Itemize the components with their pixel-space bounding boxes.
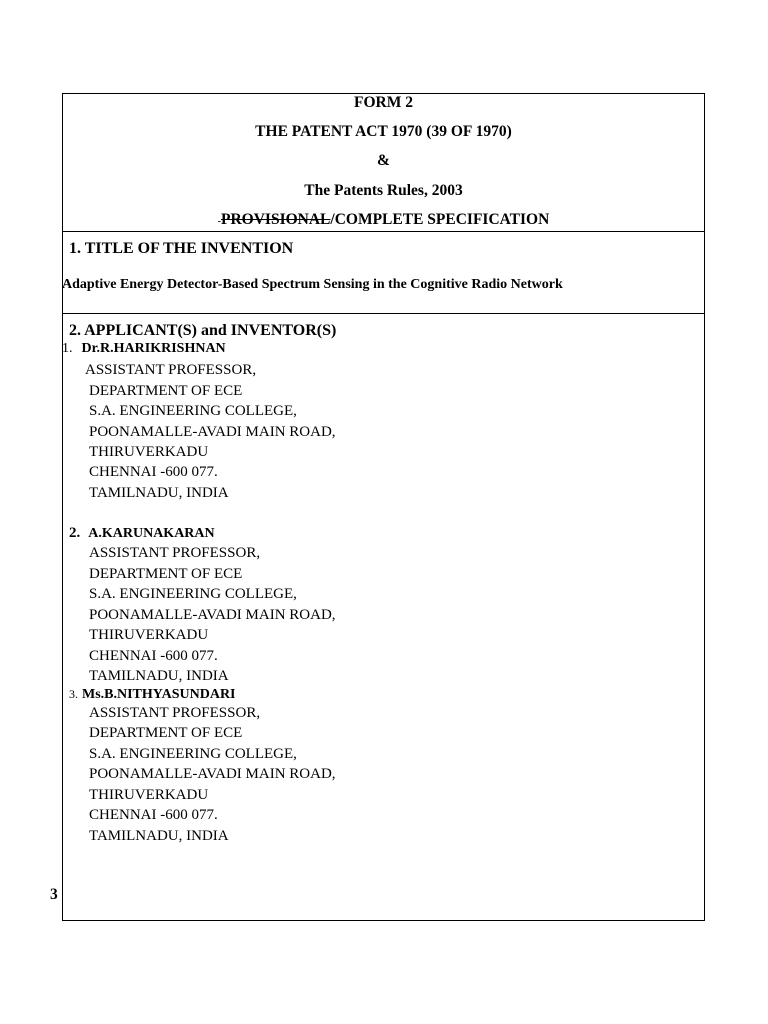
act-title: THE PATENT ACT 1970 (39 OF 1970) <box>255 123 512 140</box>
applicant-2-address-line: TAMILNADU, INDIA <box>89 668 229 684</box>
applicant-3-address-line: ASSISTANT PROFESSOR, <box>89 705 261 721</box>
page-number: 3 <box>50 886 58 903</box>
applicant-2-address-line: THIRUVERKADU <box>89 627 209 643</box>
applicant-3-address-line: DEPARTMENT OF ECE <box>89 725 243 741</box>
complete-specification: /COMPLETE SPECIFICATION <box>330 211 550 228</box>
applicant-1-address-line: ASSISTANT PROFESSOR, <box>85 362 257 378</box>
applicant-3-address-line: POONAMALLE-AVADI MAIN ROAD, <box>89 766 336 782</box>
applicant-2-address-line: ASSISTANT PROFESSOR, <box>89 545 261 561</box>
applicants-heading: 2. APPLICANT(S) and INVENTOR(S) <box>69 322 337 339</box>
applicant-3-address-line: TAMILNADU, INDIA <box>89 828 229 844</box>
title-section-divider <box>62 313 705 314</box>
applicant-1-address-line: TAMILNADU, INDIA <box>89 485 229 501</box>
applicant-1-name: Dr.R.HARIKRISHNAN <box>81 341 226 356</box>
applicant-1-address-line: DEPARTMENT OF ECE <box>89 383 243 399</box>
invention-title: Adaptive Energy Detector-Based Spectrum Sensing in the Cognitive Radio Network <box>62 277 563 292</box>
section-title-heading: 1. TITLE OF THE INVENTION <box>69 240 294 257</box>
applicant-3-address-line: CHENNAI -600 077. <box>89 807 218 823</box>
applicant-2-name: A.KARUNAKARAN <box>88 526 215 541</box>
applicant-2-number: 2. <box>69 525 81 541</box>
applicant-2-address-line: CHENNAI -600 077. <box>89 648 218 664</box>
ampersand: & <box>377 152 390 169</box>
applicant-1-number: 1. <box>62 341 73 356</box>
form-label: FORM 2 <box>354 94 413 111</box>
applicant-3-address-line: THIRUVERKADU <box>89 787 209 803</box>
applicant-1-address-line: CHENNAI -600 077. <box>89 464 218 480</box>
spec-mark: - <box>217 216 222 227</box>
applicant-1-address-line: S.A. ENGINEERING COLLEGE, <box>89 403 297 419</box>
applicant-1-name-row <box>62 341 226 357</box>
provisional-struck: PROVISIONAL <box>221 211 331 228</box>
applicant-2-address-line: POONAMALLE-AVADI MAIN ROAD, <box>89 607 336 623</box>
applicant-3-number: 3. <box>69 687 78 701</box>
applicant-3-address-line: S.A. ENGINEERING COLLEGE, <box>89 746 297 762</box>
applicant-1-address-line: POONAMALLE-AVADI MAIN ROAD, <box>89 424 336 440</box>
applicant-2-name-row <box>69 525 215 542</box>
applicant-1-address-line: THIRUVERKADU <box>89 444 209 460</box>
header-divider <box>62 231 705 232</box>
applicant-3-name: Ms.B.NITHYASUNDARI <box>82 687 236 702</box>
applicant-3-name-row <box>69 687 236 703</box>
rules-title: The Patents Rules, 2003 <box>304 182 463 199</box>
specification-type <box>62 211 705 229</box>
applicant-2-address-line: S.A. ENGINEERING COLLEGE, <box>89 586 297 602</box>
applicant-2-address-line: DEPARTMENT OF ECE <box>89 566 243 582</box>
